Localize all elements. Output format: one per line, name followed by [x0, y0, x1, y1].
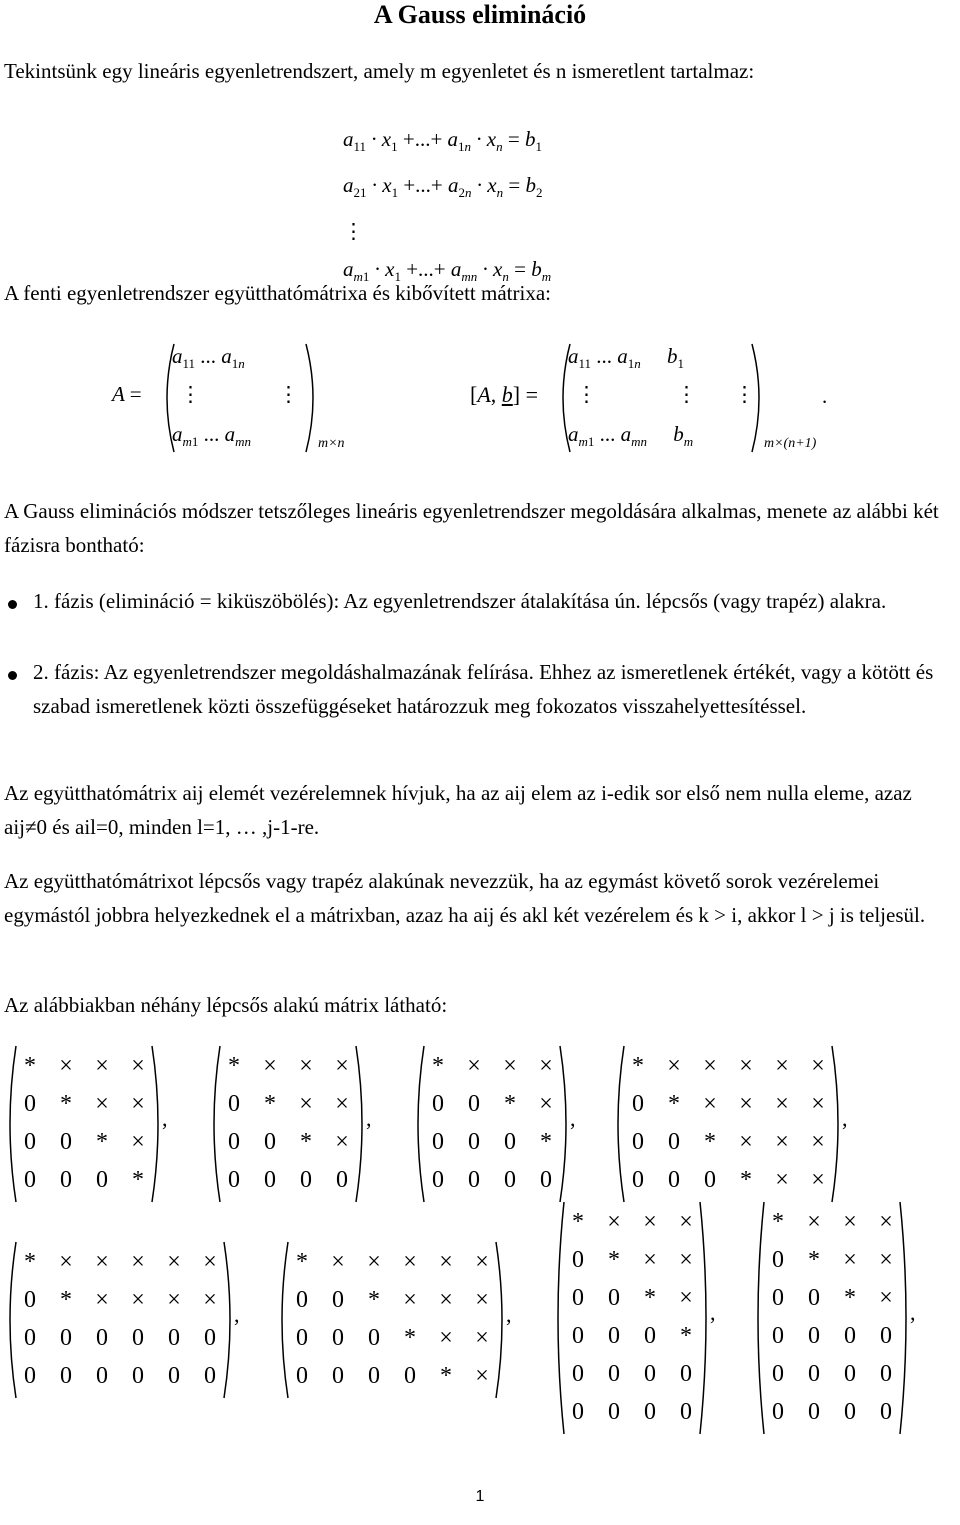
intro-text: Tekintsünk egy lineáris egyenletrendszert, amely m egyenletet és n ismeretlent tartalmaz:: [4, 59, 755, 83]
matrix-cell: 0: [24, 1091, 36, 1117]
matrix-cell: *: [808, 1247, 820, 1273]
matrix-cell: 0: [332, 1363, 344, 1389]
example-matrix-4: [612, 1044, 848, 1204]
example-matrix-2: [208, 1044, 372, 1204]
matrix-cell: ×: [167, 1249, 181, 1275]
matrix-cell: *: [540, 1129, 552, 1155]
matrix-cell: 0: [772, 1361, 784, 1387]
matrix-cell: *: [668, 1091, 680, 1117]
matrix-cell: 0: [204, 1363, 216, 1389]
matrix-cell: 0: [704, 1167, 716, 1193]
matrix-cell: *: [132, 1167, 144, 1193]
matrix-cell: ×: [667, 1053, 681, 1079]
matrix-cell: 0: [680, 1399, 692, 1425]
matrix-cell: 0: [24, 1167, 36, 1193]
matrix-intro: A fenti egyenletrendszer együtthatómátrixa és kibővített mátrixa:: [4, 281, 551, 305]
matrix-cell: ×: [95, 1287, 109, 1313]
matrix-cell: 0: [608, 1323, 620, 1349]
matrix-separator-comma: ,: [570, 1106, 576, 1131]
matrix-cell: ×: [679, 1285, 693, 1311]
matrix-cell: *: [608, 1247, 620, 1273]
matrix-separator-comma: ,: [366, 1106, 372, 1131]
matrix-cell: ×: [811, 1053, 825, 1079]
matrix-cell: ×: [843, 1247, 857, 1273]
matrix-a: $a_{11}$ ... $a_{1n}$ ⋮ ⋮ $a_{m1}$ ... $a_{mn}$: [160, 340, 320, 456]
matrix-cell: 0: [432, 1129, 444, 1155]
matrix-cell: ×: [95, 1053, 109, 1079]
matrix-cell: ×: [879, 1209, 893, 1235]
matrix-cell: ×: [607, 1209, 621, 1235]
matrix-cell: ×: [131, 1053, 145, 1079]
matrix-cell: ×: [203, 1287, 217, 1313]
matrix-cell: 0: [844, 1323, 856, 1349]
matrix-a-label: A =: [112, 382, 142, 406]
matrix-cell: ×: [739, 1129, 753, 1155]
matrix-cell: 0: [632, 1167, 644, 1193]
matrix-cell: *: [644, 1285, 656, 1311]
example-matrix-8: [752, 1200, 916, 1436]
period-mark: .: [822, 384, 828, 408]
matrix-cell: 0: [504, 1167, 516, 1193]
matrix-cell: ×: [299, 1053, 313, 1079]
matrix-cell: ×: [59, 1053, 73, 1079]
example-matrix-7: [552, 1200, 716, 1436]
matrix-cell: 0: [668, 1167, 680, 1193]
matrix-cell: ×: [95, 1091, 109, 1117]
examples-intro: Az alábbiakban néhány lépcsős alakú mátrix látható:: [4, 993, 448, 1017]
matrix-ab-label: [A, b] =: [470, 382, 539, 407]
matrix-cell: 0: [24, 1287, 36, 1313]
example-matrix-1: [4, 1044, 168, 1204]
matrix-cell: *: [440, 1363, 452, 1389]
matrix-cell: 0: [168, 1325, 180, 1351]
matrix-cell: 0: [264, 1167, 276, 1193]
matrix-cell: 0: [468, 1129, 480, 1155]
matrix-cell: 0: [608, 1285, 620, 1311]
matrix-cell: 0: [572, 1399, 584, 1425]
matrix-cell: ×: [539, 1053, 553, 1079]
matrix-cell: 0: [296, 1287, 308, 1313]
matrix-cell: ×: [439, 1249, 453, 1275]
matrix-cell: ×: [439, 1325, 453, 1351]
matrix-cell: ×: [335, 1053, 349, 1079]
matrix-cell: ×: [335, 1091, 349, 1117]
matrix-cell: 0: [644, 1399, 656, 1425]
matrix-cell: 0: [808, 1323, 820, 1349]
matrix-cell: 0: [632, 1091, 644, 1117]
equation-row-1: $a_{11} \cdot x_1$ +...+ $a_{1n} \cdot x_n = b_1$: [343, 127, 542, 155]
matrix-cell: 0: [432, 1167, 444, 1193]
matrix-cell: 0: [772, 1323, 784, 1349]
matrix-cell: ×: [367, 1249, 381, 1275]
matrix-cell: 0: [608, 1361, 620, 1387]
matrix-cell: 0: [60, 1129, 72, 1155]
matrix-cell: 0: [668, 1129, 680, 1155]
matrix-cell: 0: [572, 1285, 584, 1311]
matrix-separator-comma: ,: [506, 1302, 512, 1327]
matrix-cell: 0: [880, 1323, 892, 1349]
matrix-cell: 0: [228, 1091, 240, 1117]
matrix-cell: ×: [475, 1249, 489, 1275]
matrix-cell: ×: [131, 1129, 145, 1155]
matrix-separator-comma: ,: [162, 1106, 168, 1131]
matrix-cell: 0: [24, 1129, 36, 1155]
matrix-cell: ×: [643, 1209, 657, 1235]
matrix-cell: 0: [468, 1091, 480, 1117]
matrix-cell: 0: [680, 1361, 692, 1387]
matrix-cell: ×: [679, 1247, 693, 1273]
matrix-cell: 0: [336, 1167, 348, 1193]
matrix-cell: ×: [475, 1363, 489, 1389]
matrix-cell: ×: [879, 1247, 893, 1273]
page-title: A Gauss elimináció: [373, 0, 587, 29]
matrix-cell: 0: [24, 1363, 36, 1389]
pivot-paragraph: Az együtthatómátrix aij elemét vezérelemnek hívjuk, ha az aij elem az i-edik sor első nem nulla eleme, azaz aij≠0 és ail=0, minden l=1, … ,j-1-re.: [4, 781, 912, 839]
matrix-cell: *: [60, 1091, 72, 1117]
matrix-separator-comma: ,: [842, 1106, 848, 1131]
matrix-cell: 0: [880, 1399, 892, 1425]
matrix-cell: 0: [808, 1285, 820, 1311]
matrix-cell: *: [740, 1167, 752, 1193]
matrix-cell: ×: [843, 1209, 857, 1235]
matrix-ab-dim: m×(n+1): [764, 436, 817, 451]
matrix-cell: 0: [880, 1361, 892, 1387]
matrix-cell: *: [264, 1091, 276, 1117]
matrix-cell: 0: [432, 1091, 444, 1117]
matrix-cell: *: [24, 1053, 36, 1079]
matrix-separator-comma: ,: [710, 1300, 716, 1325]
matrix-cell: ×: [95, 1249, 109, 1275]
matrix-cell: ×: [263, 1053, 277, 1079]
matrix-cell: 0: [296, 1363, 308, 1389]
matrix-cell: ×: [131, 1287, 145, 1313]
matrix-cell: *: [844, 1285, 856, 1311]
matrix-cell: 0: [644, 1323, 656, 1349]
matrix-cell: 0: [772, 1247, 784, 1273]
matrix-cell: ×: [203, 1249, 217, 1275]
matrix-separator-comma: ,: [234, 1302, 240, 1327]
gauss-paragraph: A Gauss eliminációs módszer tetszőleges lineáris egyenletrendszer megoldására alkalmas, menete az alábbi két fázisra bontható:: [4, 499, 939, 557]
matrix-cell: *: [704, 1129, 716, 1155]
matrix-cell: 0: [24, 1325, 36, 1351]
matrix-cell: 0: [572, 1361, 584, 1387]
matrix-cell: 0: [572, 1247, 584, 1273]
matrix-cell: *: [432, 1053, 444, 1079]
equation-row-2: $a_{21} \cdot x_1$ +...+ $a_{2n} \cdot x_n = b_2$: [343, 173, 543, 201]
equation-system: [343, 120, 551, 297]
matrix-cell: 0: [572, 1323, 584, 1349]
step-form-paragraph: Az együtthatómátrixot lépcsős vagy trapéz alakúnak nevezzük, ha az egymást követő sorok vezérelemei egymástól jobbra helyezkednek el a mátrixban, azaz ha aij és akl két vezérelem és k > i, akkor l > j is teljesül.: [4, 869, 926, 927]
example-matrix-3: [412, 1044, 576, 1204]
matrix-cell: ×: [475, 1287, 489, 1313]
bullet-1: [8, 600, 17, 609]
matrix-cell: 0: [772, 1285, 784, 1311]
matrix-cell: ×: [811, 1091, 825, 1117]
matrix-cell: ×: [475, 1325, 489, 1351]
matrix-cell: ×: [775, 1167, 789, 1193]
matrix-cell: 0: [96, 1325, 108, 1351]
matrix-cell: 0: [808, 1399, 820, 1425]
matrix-cell: 0: [228, 1129, 240, 1155]
matrix-cell: ×: [131, 1091, 145, 1117]
matrix-cell: *: [228, 1053, 240, 1079]
matrix-cell: 0: [468, 1167, 480, 1193]
matrix-cell: *: [368, 1287, 380, 1313]
matrix-cell: 0: [608, 1399, 620, 1425]
matrix-cell: *: [772, 1209, 784, 1235]
matrix-cell: ×: [703, 1091, 717, 1117]
matrix-cell: 0: [844, 1399, 856, 1425]
matrix-cell: *: [60, 1287, 72, 1313]
matrix-cell: *: [504, 1091, 516, 1117]
matrix-cell: 0: [808, 1361, 820, 1387]
matrix-cell: ×: [403, 1287, 417, 1313]
matrix-cell: ×: [775, 1129, 789, 1155]
matrix-cell: 0: [96, 1167, 108, 1193]
matrix-cell: 0: [264, 1129, 276, 1155]
matrix-cell: ×: [679, 1209, 693, 1235]
matrix-cell: 0: [60, 1167, 72, 1193]
matrix-cell: *: [24, 1249, 36, 1275]
matrix-cell: ×: [331, 1249, 345, 1275]
matrix-cell: *: [632, 1053, 644, 1079]
matrix-cell: 0: [300, 1167, 312, 1193]
matrix-cell: 0: [96, 1363, 108, 1389]
matrix-cell: ×: [811, 1129, 825, 1155]
matrix-cell: ×: [167, 1287, 181, 1313]
bullet-2: [8, 671, 17, 680]
equation-row-m: $a_{m1} \cdot x_1$ +...+ $a_{mn} \cdot x_n = b_m$: [343, 257, 552, 285]
matrix-cell: 0: [60, 1363, 72, 1389]
matrix-cell: *: [404, 1325, 416, 1351]
matrix-cell: ×: [467, 1053, 481, 1079]
phase1-text: 1. fázis (elimináció = kiküszöbölés): Az egyenletrendszer átalakítása ún. lépcsős (vagy trapéz) alakra.: [33, 589, 887, 613]
matrix-ab: $a_{11}$ ... $a_{1n}$ $b_1$ ⋮ ⋮ ⋮ $a_{m1}$ ... $a_{mn}$ $b_m$: [556, 340, 766, 456]
matrix-cell: ×: [403, 1249, 417, 1275]
matrix-cell: 0: [132, 1363, 144, 1389]
matrix-cell: ×: [703, 1053, 717, 1079]
matrix-cell: 0: [332, 1325, 344, 1351]
matrix-cell: 0: [368, 1325, 380, 1351]
matrix-cell: 0: [772, 1399, 784, 1425]
matrix-cell: ×: [739, 1091, 753, 1117]
matrix-cell: *: [300, 1129, 312, 1155]
matrix-cell: ×: [643, 1247, 657, 1273]
matrix-cell: ×: [879, 1285, 893, 1311]
matrix-cell: ×: [775, 1053, 789, 1079]
matrix-cell: *: [96, 1129, 108, 1155]
matrix-cell: *: [572, 1209, 584, 1235]
matrix-cell: 0: [404, 1363, 416, 1389]
matrix-cell: ×: [503, 1053, 517, 1079]
matrix-cell: ×: [299, 1091, 313, 1117]
matrix-cell: 0: [168, 1363, 180, 1389]
matrix-cell: *: [296, 1249, 308, 1275]
matrix-cell: ×: [775, 1091, 789, 1117]
matrix-cell: 0: [228, 1167, 240, 1193]
matrix-cell: 0: [540, 1167, 552, 1193]
matrix-cell: 0: [204, 1325, 216, 1351]
matrix-cell: 0: [132, 1325, 144, 1351]
matrix-cell: ×: [807, 1209, 821, 1235]
equation-vdots: ⋮: [343, 219, 364, 244]
matrix-cell: *: [680, 1323, 692, 1349]
matrix-cell: ×: [811, 1167, 825, 1193]
matrix-cell: 0: [368, 1363, 380, 1389]
matrix-cell: 0: [504, 1129, 516, 1155]
matrix-cell: 0: [60, 1325, 72, 1351]
page-number: 1: [475, 1488, 485, 1505]
matrix-cell: ×: [439, 1287, 453, 1313]
matrix-cell: ×: [539, 1091, 553, 1117]
matrix-cell: 0: [644, 1361, 656, 1387]
matrix-cell: ×: [59, 1249, 73, 1275]
matrix-cell: 0: [844, 1361, 856, 1387]
matrix-cell: ×: [739, 1053, 753, 1079]
matrix-cell: 0: [632, 1129, 644, 1155]
matrix-cell: 0: [296, 1325, 308, 1351]
example-matrix-6: [276, 1240, 512, 1400]
phase2-text: 2. fázis: Az egyenletrendszer megoldáshalmazának felírása. Ehhez az ismeretlenek értékét, vagy a kötött és szabad ismeretlenek közti összefüggéseket határozzuk meg fokozatos visszahelyettesítéssel.: [33, 660, 934, 718]
matrix-cell: 0: [332, 1287, 344, 1313]
example-matrix-5: [4, 1240, 240, 1400]
matrix-separator-comma: ,: [910, 1300, 916, 1325]
matrix-cell: ×: [131, 1249, 145, 1275]
matrix-a-dim: m×n: [318, 436, 345, 451]
matrix-cell: ×: [335, 1129, 349, 1155]
